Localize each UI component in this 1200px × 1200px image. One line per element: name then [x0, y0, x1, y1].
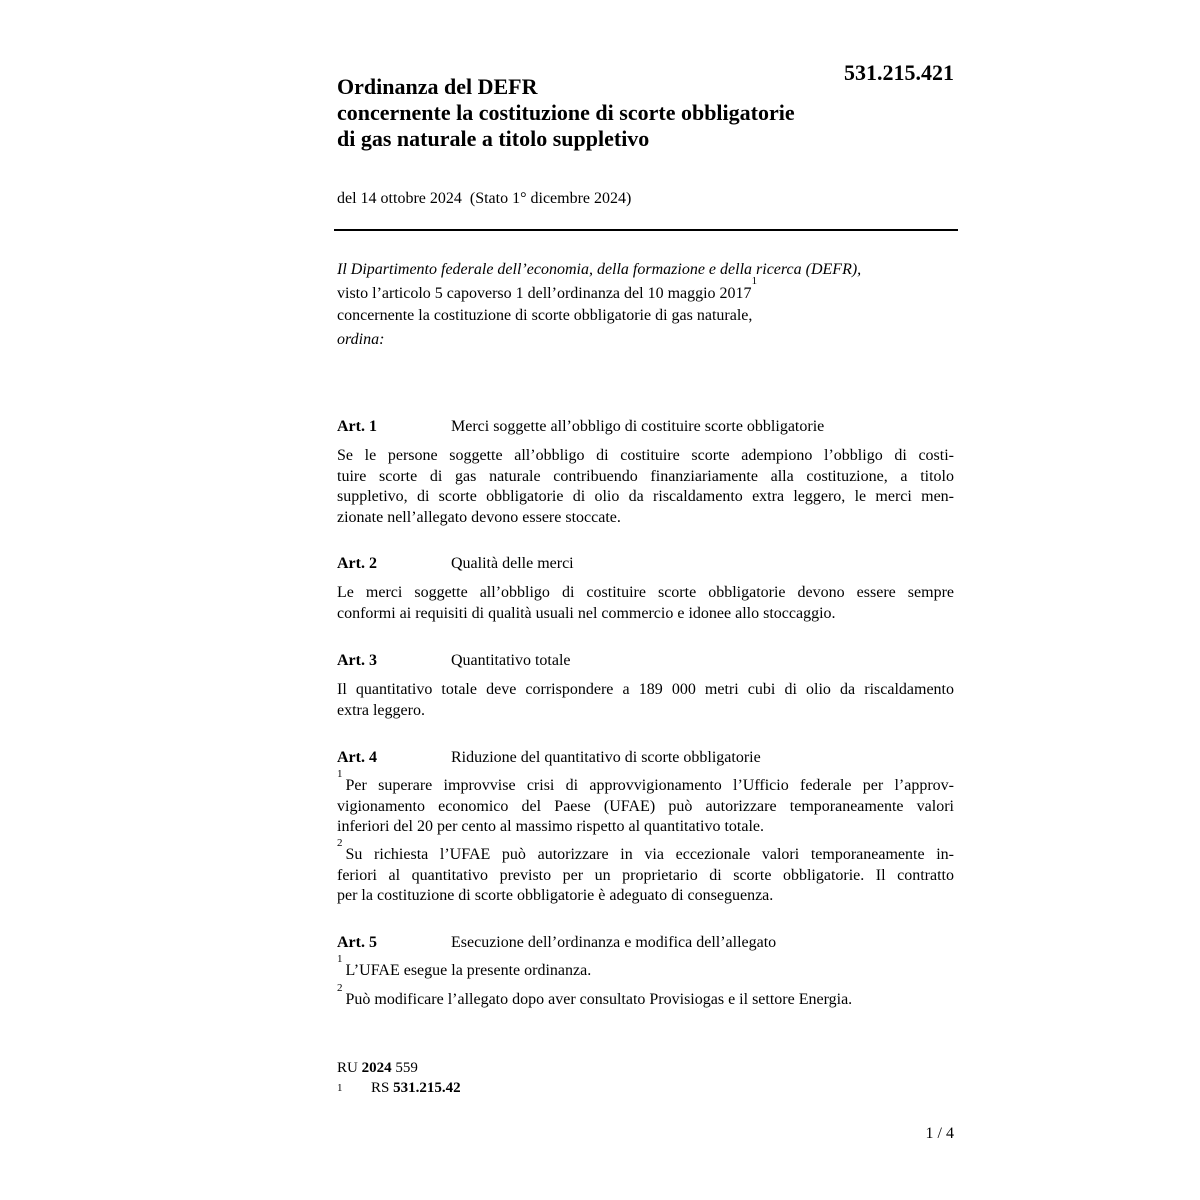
enactment-date: del 14 ottobre 2024: [337, 190, 462, 207]
paragraph-line: inferiori del 20 per cento al massimo rispetto al quantitativo totale.: [337, 818, 764, 835]
title-line: Ordinanza del DEFR: [337, 74, 538, 99]
article-number: Art. 1: [337, 418, 377, 435]
page-number: 1 / 4: [925, 1125, 954, 1142]
ordains-label: ordina:: [337, 331, 385, 348]
systematic-number: 531.215.421: [844, 60, 954, 85]
article-title: Qualità delle merci: [451, 555, 574, 572]
article-paragraph: [337, 837, 954, 907]
article-paragraph: [337, 680, 954, 721]
paragraph-line: $^1$L’UFAE esegue la presente ordinanza.: [337, 953, 592, 979]
page-footer: [337, 1058, 461, 1098]
issuing-authority: Il Dipartimento federale dell’economia, della formazione e della ricerca (DEFR),: [337, 261, 862, 278]
status-date: (Stato 1° dicembre 2024): [469, 190, 632, 207]
official-compilation-reference: RU 2024 559: [337, 1060, 418, 1076]
article-number: Art. 3: [337, 652, 377, 669]
footnote-reference[interactable]: 1: [751, 275, 758, 287]
paragraph-line: suppletivo, di scorte obbligatorie di olio da riscaldamento extra leggero, le merci men-: [337, 488, 954, 505]
paragraph-line: vigionamento economico del Paese (UFAE) può autorizzare temporaneamente valori: [337, 797, 954, 815]
article-number: Art. 4: [337, 749, 377, 766]
article-heading: [337, 747, 957, 769]
article-number: Art. 2: [337, 555, 377, 572]
legal-basis-line: concernente la costituzione di scorte obbligatorie di gas naturale,: [337, 307, 753, 324]
paragraph-number: 1: [337, 768, 343, 780]
footnote-marker: 1: [337, 1082, 343, 1094]
paragraph-line: Il quantitativo totale deve corrispondere a 189 000 metri cubi di olio da riscaldamento: [337, 681, 954, 698]
document-date: [337, 188, 631, 210]
paragraph-number: 2: [337, 837, 343, 849]
paragraph-line: $^2$Può modificare l’allegato dopo aver consultato Provisiogas e il settore Energia.: [337, 982, 853, 1008]
paragraph-line: $^1$Per superare improvvise crisi di approvvigionamento l’Ufficio federale per l’approv-: [337, 768, 954, 794]
paragraph-line: $^2$Su richiesta l’UFAE può autorizzare in via eccezionale valori temporaneamente in-: [337, 837, 954, 863]
article-title: Merci soggette all’obbligo di costituire scorte obbligatorie: [451, 418, 825, 435]
article-paragraph: [337, 953, 954, 982]
legal-basis-line: [337, 275, 957, 305]
paragraph-line: zionate nell’allegato devono essere stoccate.: [337, 508, 621, 526]
document-title: [337, 74, 897, 152]
paragraph-number: 1: [337, 953, 343, 965]
legal-basis-text: visto l’articolo 5 capoverso 1 dell’ordinanza del 10 maggio 2017: [337, 285, 752, 302]
paragraph-number: 2: [337, 982, 343, 994]
paragraph-line: per la costituzione di scorte obbligatorie è adeguato di conseguenza.: [337, 887, 774, 904]
article-paragraph: [337, 583, 954, 624]
footnote: 1 RS 531.215.42: [337, 1080, 461, 1096]
article-heading: [337, 932, 957, 954]
article-paragraph: [337, 446, 954, 528]
paragraph-line: extra leggero.: [337, 701, 425, 719]
article-heading: [337, 553, 957, 575]
paragraph-line: Se le persone soggette all’obbligo di costituire scorte adempiono l’obbligo di costi-: [337, 447, 954, 464]
article-paragraph: [337, 768, 954, 838]
article-heading: [337, 416, 957, 438]
paragraph-line: conformi ai requisiti di qualità usuali nel commercio e idonee allo stoccaggio.: [337, 604, 836, 622]
article-title: Riduzione del quantitativo di scorte obbligatorie: [451, 749, 761, 766]
article-title: Esecuzione dell’ordinanza e modifica dell’allegato: [451, 934, 777, 951]
paragraph-line: feriori al quantitativo previsto per un proprietario di scorte obbligatorie. Il contratto: [337, 866, 954, 884]
article-title: Quantitativo totale: [451, 652, 571, 669]
header-divider: [334, 229, 958, 231]
paragraph-line: tuire scorte di gas naturale contribuendo finanziariamente alla costituzione, a titolo: [337, 467, 954, 485]
ingress: [337, 259, 957, 351]
article-heading: [337, 650, 957, 672]
title-line: concernente la costituzione di scorte obbligatorie: [337, 100, 795, 125]
paragraph-line: Le merci soggette all’obbligo di costituire scorte obbligatorie devono essere sempre: [337, 584, 954, 601]
title-line: di gas naturale a titolo suppletivo: [337, 126, 650, 151]
footnote-link[interactable]: 531.215.42: [393, 1080, 461, 1096]
article-number: Art. 5: [337, 934, 377, 951]
article-paragraph: [337, 982, 954, 1011]
